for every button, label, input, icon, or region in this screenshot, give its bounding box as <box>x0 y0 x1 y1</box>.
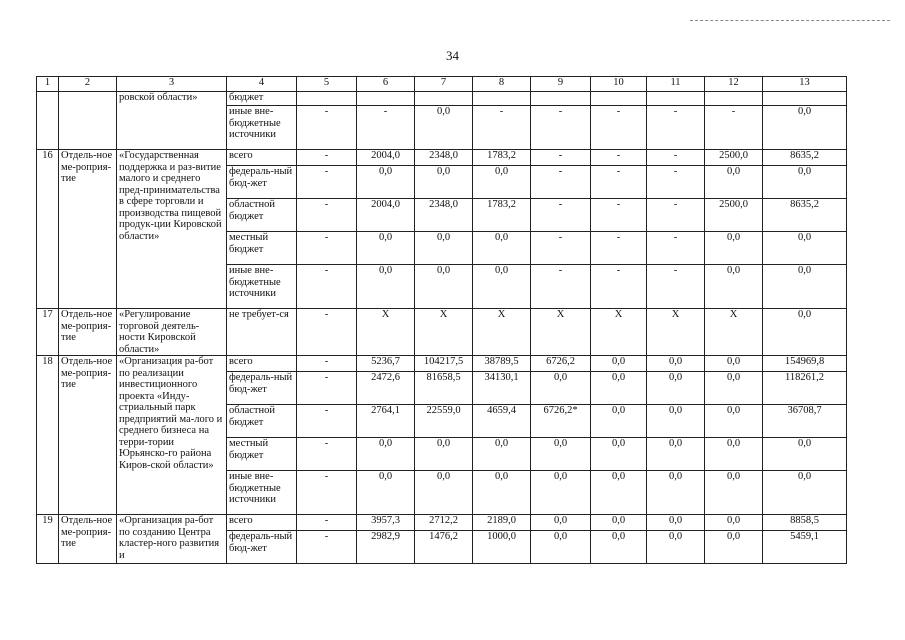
value-cell: 0,0 <box>415 106 473 150</box>
value-cell: 2472,6 <box>357 372 415 405</box>
value-cell: - <box>647 166 705 199</box>
value-cell: 8858,5 <box>763 515 847 531</box>
header-row <box>37 77 847 92</box>
header-cell: 2 <box>59 77 117 92</box>
value-cell: - <box>297 232 357 265</box>
value-cell: 0,0 <box>763 232 847 265</box>
value-cell: 0,0 <box>763 166 847 199</box>
measure-type-cell: Отдель-ное ме-роприя-тие <box>59 309 117 356</box>
value-cell: - <box>531 199 591 232</box>
value-cell: - <box>297 150 357 166</box>
value-cell: - <box>531 150 591 166</box>
row-number-cell: 16 <box>37 150 59 309</box>
funding-source-cell: всего <box>227 150 297 166</box>
value-cell: 6726,2* <box>531 405 591 438</box>
row-number-cell: 17 <box>37 309 59 356</box>
value-cell: 0,0 <box>415 265 473 309</box>
value-cell: - <box>591 265 647 309</box>
value-cell: 118261,2 <box>763 372 847 405</box>
value-cell: 0,0 <box>591 471 647 515</box>
value-cell: - <box>473 106 531 150</box>
value-cell: 1783,2 <box>473 199 531 232</box>
value-cell: 2004,0 <box>357 150 415 166</box>
value-cell: 2348,0 <box>415 150 473 166</box>
value-cell: 0,0 <box>531 531 591 564</box>
value-cell: - <box>531 106 591 150</box>
value-cell: 1000,0 <box>473 531 531 564</box>
header-cell: 11 <box>647 77 705 92</box>
value-cell: - <box>297 199 357 232</box>
value-cell: 81658,5 <box>415 372 473 405</box>
value-cell: 0,0 <box>647 471 705 515</box>
header-cell: 12 <box>705 77 763 92</box>
value-cell: - <box>705 106 763 150</box>
value-cell: 1783,2 <box>473 150 531 166</box>
value-cell: 0,0 <box>531 471 591 515</box>
funding-source-cell: федераль-ный бюд-жет <box>227 372 297 405</box>
value-cell: 0,0 <box>357 265 415 309</box>
header-cell: 8 <box>473 77 531 92</box>
value-cell: - <box>591 199 647 232</box>
header-cell: 10 <box>591 77 647 92</box>
value-cell: 0,0 <box>705 531 763 564</box>
header-cell: 7 <box>415 77 473 92</box>
header-cell: 4 <box>227 77 297 92</box>
funding-source-cell: местный бюджет <box>227 438 297 471</box>
value-cell: - <box>647 150 705 166</box>
value-cell: 0,0 <box>473 438 531 471</box>
measure-type-cell: Отдель-ное ме-роприя-тие <box>59 515 117 564</box>
value-cell: - <box>531 232 591 265</box>
value-cell: 0,0 <box>357 166 415 199</box>
measure-name-cell: «Организация ра-бот по созданию Центра кластер-ного развития и <box>117 515 227 564</box>
value-cell: 0,0 <box>415 232 473 265</box>
value-cell: 3957,3 <box>357 515 415 531</box>
page-number: 34 <box>446 48 459 63</box>
value-cell: - <box>591 232 647 265</box>
table-row <box>37 356 847 372</box>
value-cell: 0,0 <box>763 265 847 309</box>
value-cell: 0,0 <box>357 232 415 265</box>
measure-name-cell: «Регулирование торговой деятель-ности Кировской области» <box>117 309 227 356</box>
value-cell: 2982,9 <box>357 531 415 564</box>
header-cell: 1 <box>37 77 59 92</box>
value-cell: 0,0 <box>763 106 847 150</box>
value-cell: 5236,7 <box>357 356 415 372</box>
value-cell: 0,0 <box>705 232 763 265</box>
budget-table <box>36 76 847 564</box>
value-cell: X <box>473 309 531 356</box>
value-cell <box>705 92 763 106</box>
value-cell: 0,0 <box>705 356 763 372</box>
value-cell: 2348,0 <box>415 199 473 232</box>
value-cell: - <box>297 309 357 356</box>
value-cell: 0,0 <box>357 438 415 471</box>
value-cell: 0,0 <box>531 438 591 471</box>
value-cell: 2500,0 <box>705 150 763 166</box>
value-cell: - <box>531 166 591 199</box>
value-cell: 22559,0 <box>415 405 473 438</box>
row-number-cell <box>37 92 59 150</box>
value-cell: X <box>591 309 647 356</box>
value-cell: - <box>297 106 357 150</box>
header-cell: 6 <box>357 77 415 92</box>
value-cell: - <box>591 106 647 150</box>
funding-source-cell: местный бюджет <box>227 232 297 265</box>
measure-name-cell: «Государственная поддержка и раз-витие малого и среднего пред-принимательства в сфере торговли и производства пищевой продук-ции Кировской области» <box>117 150 227 309</box>
value-cell: 0,0 <box>763 438 847 471</box>
value-cell: 0,0 <box>591 438 647 471</box>
value-cell: 5459,1 <box>763 531 847 564</box>
value-cell <box>647 92 705 106</box>
value-cell: X <box>531 309 591 356</box>
value-cell: 38789,5 <box>473 356 531 372</box>
value-cell: - <box>531 265 591 309</box>
value-cell: 0,0 <box>647 531 705 564</box>
value-cell: - <box>297 356 357 372</box>
value-cell: - <box>647 106 705 150</box>
value-cell: - <box>357 106 415 150</box>
header-cell: 3 <box>117 77 227 92</box>
funding-source-cell: всего <box>227 356 297 372</box>
funding-source-cell: не требует-ся <box>227 309 297 356</box>
value-cell: 0,0 <box>705 438 763 471</box>
value-cell: 34130,1 <box>473 372 531 405</box>
measure-type-cell: Отдель-ное ме-роприя-тие <box>59 150 117 309</box>
table-row <box>37 309 847 356</box>
funding-source-cell: федераль-ный бюд-жет <box>227 166 297 199</box>
value-cell: - <box>297 438 357 471</box>
value-cell: 0,0 <box>705 405 763 438</box>
value-cell: 8635,2 <box>763 150 847 166</box>
value-cell <box>473 92 531 106</box>
value-cell: 2712,2 <box>415 515 473 531</box>
value-cell: 0,0 <box>415 438 473 471</box>
value-cell: 0,0 <box>763 471 847 515</box>
value-cell: 36708,7 <box>763 405 847 438</box>
value-cell: 0,0 <box>647 356 705 372</box>
value-cell: 0,0 <box>647 372 705 405</box>
value-cell: - <box>297 471 357 515</box>
value-cell: - <box>297 515 357 531</box>
value-cell: 0,0 <box>647 438 705 471</box>
table-row <box>37 92 847 106</box>
funding-source-cell: иные вне-бюджетные источники <box>227 106 297 150</box>
value-cell: 0,0 <box>591 405 647 438</box>
value-cell: 0,0 <box>705 471 763 515</box>
value-cell: X <box>647 309 705 356</box>
value-cell <box>763 92 847 106</box>
value-cell: 154969,8 <box>763 356 847 372</box>
value-cell: - <box>297 405 357 438</box>
measure-name-cell: «Организация ра-бот по реализации инвестиционного проекта «Инду-стриальный парк предприятий ма-лого и среднего бизнеса на терри-тории Юрьянско-го района Киров-ской области» <box>117 356 227 515</box>
value-cell: 0,0 <box>591 531 647 564</box>
value-cell: 2500,0 <box>705 199 763 232</box>
value-cell: 2004,0 <box>357 199 415 232</box>
value-cell: 0,0 <box>705 515 763 531</box>
value-cell: 0,0 <box>473 166 531 199</box>
funding-source-cell: бюджет <box>227 92 297 106</box>
value-cell: - <box>591 150 647 166</box>
header-cell: 9 <box>531 77 591 92</box>
value-cell: 2764,1 <box>357 405 415 438</box>
funding-source-cell: областной бюджет <box>227 405 297 438</box>
value-cell: - <box>591 166 647 199</box>
funding-source-cell: областной бюджет <box>227 199 297 232</box>
value-cell: 0,0 <box>647 405 705 438</box>
value-cell <box>297 92 357 106</box>
row-number-cell: 18 <box>37 356 59 515</box>
value-cell: - <box>297 265 357 309</box>
funding-source-cell: федераль-ный бюд-жет <box>227 531 297 564</box>
value-cell: 4659,4 <box>473 405 531 438</box>
value-cell: 104217,5 <box>415 356 473 372</box>
funding-source-cell: иные вне-бюджетные источники <box>227 471 297 515</box>
value-cell: 1476,2 <box>415 531 473 564</box>
value-cell: - <box>297 531 357 564</box>
measure-type-cell <box>59 92 117 150</box>
value-cell: 0,0 <box>531 372 591 405</box>
value-cell: 0,0 <box>591 356 647 372</box>
value-cell: 8635,2 <box>763 199 847 232</box>
value-cell: 0,0 <box>531 515 591 531</box>
measure-type-cell: Отдель-ное ме-роприя-тие <box>59 356 117 515</box>
value-cell: 0,0 <box>705 372 763 405</box>
value-cell: 0,0 <box>591 515 647 531</box>
value-cell: 0,0 <box>705 166 763 199</box>
value-cell: 0,0 <box>647 515 705 531</box>
value-cell: 2189,0 <box>473 515 531 531</box>
table-row <box>37 150 847 166</box>
value-cell <box>591 92 647 106</box>
value-cell: - <box>647 232 705 265</box>
table-row <box>37 515 847 531</box>
measure-name-cell: ровской области» <box>117 92 227 150</box>
value-cell: 0,0 <box>473 265 531 309</box>
value-cell: 0,0 <box>705 265 763 309</box>
value-cell <box>357 92 415 106</box>
value-cell: X <box>705 309 763 356</box>
row-number-cell: 19 <box>37 515 59 564</box>
funding-source-cell: иные вне-бюджетные источники <box>227 265 297 309</box>
header-cell: 5 <box>297 77 357 92</box>
value-cell: 0,0 <box>415 166 473 199</box>
value-cell <box>415 92 473 106</box>
value-cell: - <box>647 265 705 309</box>
value-cell <box>531 92 591 106</box>
value-cell: 6726,2 <box>531 356 591 372</box>
header-cell: 13 <box>763 77 847 92</box>
value-cell: X <box>415 309 473 356</box>
funding-source-cell: всего <box>227 515 297 531</box>
value-cell: X <box>357 309 415 356</box>
top-rule <box>690 20 890 21</box>
value-cell: 0,0 <box>473 471 531 515</box>
value-cell: - <box>297 372 357 405</box>
value-cell: 0,0 <box>357 471 415 515</box>
value-cell: 0,0 <box>763 309 847 356</box>
value-cell: 0,0 <box>591 372 647 405</box>
value-cell: 0,0 <box>473 232 531 265</box>
value-cell: - <box>647 199 705 232</box>
value-cell: - <box>297 166 357 199</box>
value-cell: 0,0 <box>415 471 473 515</box>
